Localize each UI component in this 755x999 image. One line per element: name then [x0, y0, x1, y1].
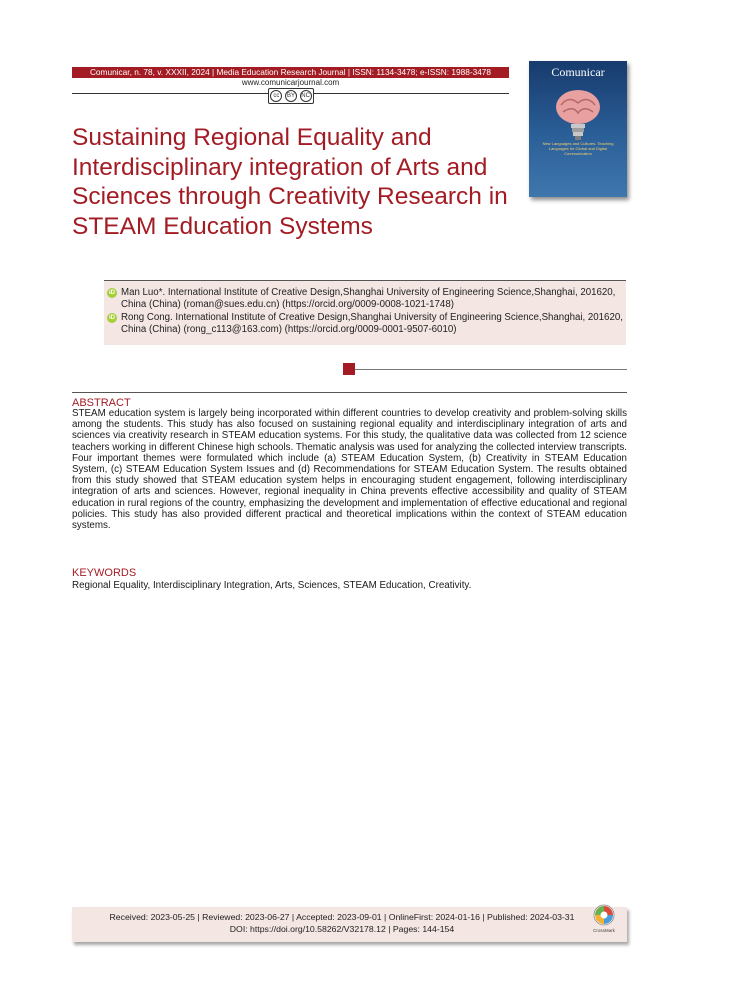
author-entry	[107, 287, 626, 311]
abstract-text: STEAM education system is largely being incorporated within different countries to develop creativity and problem-solving skills among the students. This study has also focused on sustaining regional equality and interdisciplinary integration of arts and sciences via creativity research in STEAM education systems. For this study, the qualitative data was collected from 12 science teachers working in different Chinese high schools. Thematic analysis was used for analyzing the collected interview transcripts. Four important themes were formulated which include (a) STEAM Education System, (b) Creativity in STEAM Education System, (c) STEAM Education System Issues and (d) Recommendations for STEAM Education System. The results obtained from this study showed that STEAM education system helps in encouraging student engagement, following interdisciplinary integration of arts and sciences. However, regional inequality in China prevents effective accessibility and quality of STEAM education in rural regions of the country, emphasizing the development and implementation of effective educational and regional policies. This study has also provided different practical and theoretical implications within the context of STEAM education systems.	[72, 408, 627, 532]
publication-footer	[72, 907, 627, 942]
author-text: Man Luo*. International Institute of Creative Design,Shanghai University of Engineering Science,Shanghai, 201620, China (China) (roman@sues.edu.cn) (https://orcid.org/0009-0008-1021-1748)	[121, 287, 616, 310]
journal-header-bar	[72, 67, 509, 78]
cc-by-nc-icon	[268, 88, 314, 104]
doi-pages[interactable]: DOI: https://doi.org/10.58262/V32178.12 | Pages: 144-154	[229, 924, 455, 934]
paper-title: Sustaining Regional Equality and Interdisciplinary integration of Arts and Sciences through Creativity Research in STEAM Education Systems	[72, 124, 508, 240]
cover-subtitle: New Languages and Cultures. Teaching Languages for Global and Digital Communication	[542, 141, 614, 156]
orcid-icon[interactable]: iD	[109, 315, 115, 321]
abstract-heading: ABSTRACT	[72, 397, 131, 409]
separator-line	[355, 369, 627, 370]
abstract-divider	[72, 392, 627, 393]
cover-title: Comunicar	[551, 65, 605, 79]
crossmark-icon[interactable]	[593, 904, 615, 934]
orcid-icon[interactable]: iD	[109, 290, 115, 296]
keywords-heading: KEYWORDS	[72, 567, 137, 579]
crossmark-label: CrossMark	[593, 928, 615, 933]
author-entry	[107, 312, 626, 336]
by-icon: BY	[285, 90, 297, 102]
separator-square	[343, 363, 355, 375]
publication-dates: Received: 2023-05-25 | Reviewed: 2023-06-27 | Accepted: 2023-09-01 | OnlineFirst: 2024-01-16 | Published: 2024-03-31	[109, 912, 575, 922]
author-text: Rong Cong. International Institute of Creative Design,Shanghai University of Engineering Science,Shanghai, 201620, China (China) (rong_c113@163.com) (https://orcid.org/0009-0001-9507-6010)	[121, 312, 623, 335]
keywords-text: Regional Equality, Interdisciplinary Integration, Arts, Sciences, STEAM Education, Creativity.	[72, 580, 472, 591]
cc-icon: cc	[270, 90, 282, 102]
journal-website[interactable]: www.comunicarjournal.com	[241, 78, 340, 87]
brain-lightbulb-icon	[551, 85, 605, 145]
authors-panel	[104, 280, 626, 345]
journal-info: Comunicar, n. 78, v. XXXII, 2024 | Media Education Research Journal | ISSN: 1134-3478; e-ISSN: 1988-3478	[89, 67, 492, 77]
nc-icon: NC	[300, 90, 312, 102]
journal-cover	[529, 61, 627, 197]
